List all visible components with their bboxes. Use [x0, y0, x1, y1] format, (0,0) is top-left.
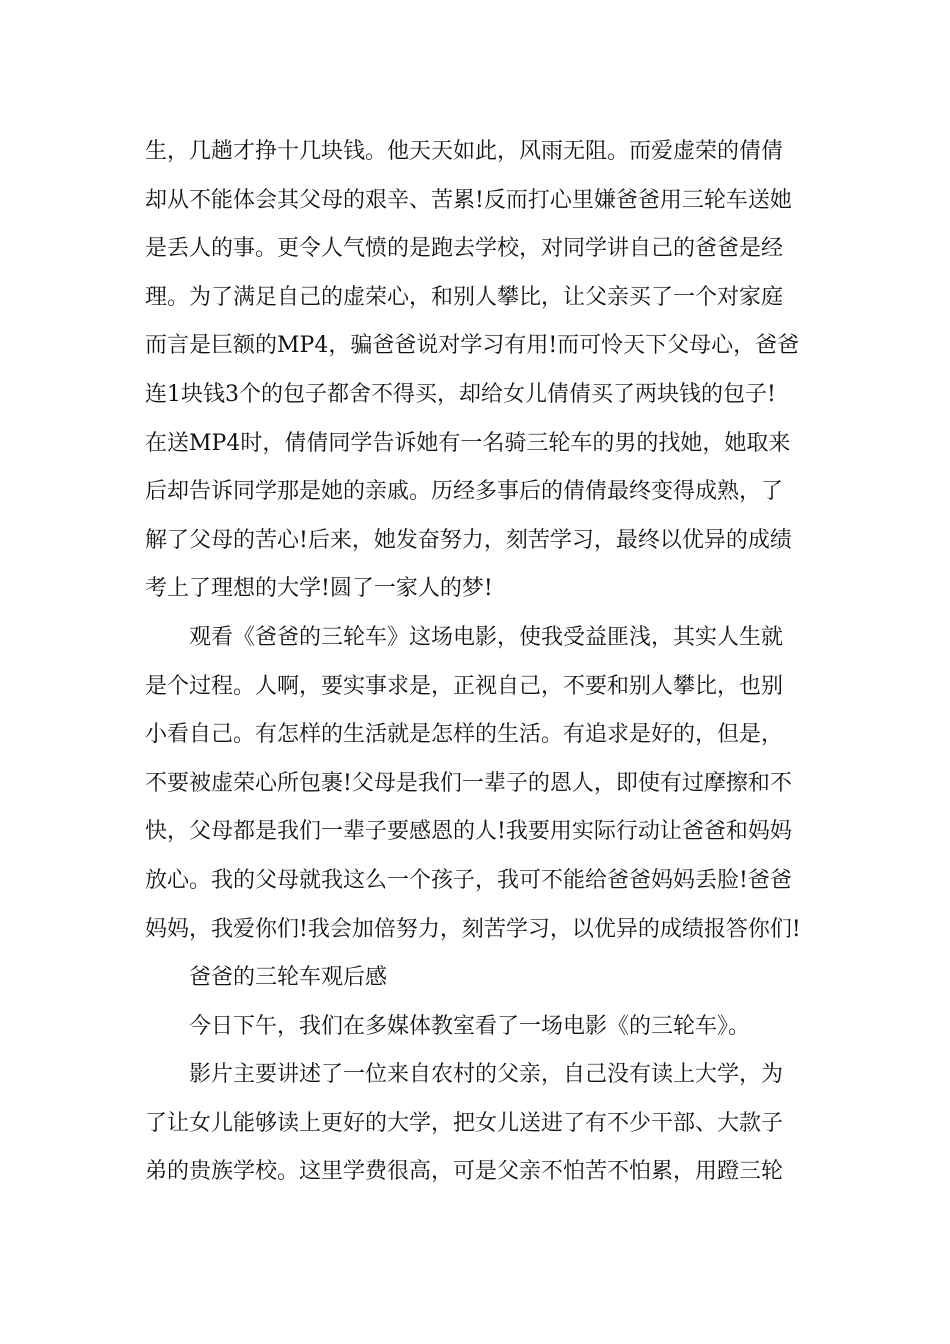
- text-line: 理。为了满足自己的虚荣心，和别人攀比，让父亲买了一个对家庭: [145, 284, 784, 310]
- text-line: 解了父母的苦心!后来，她发奋努力，刻苦学习，最终以优异的成绩: [145, 527, 792, 553]
- text-line: 生，几趟才挣十几块钱。他天天如此，风雨无阻。而爱虚荣的倩倩: [145, 139, 784, 164]
- text-line: 是个过程。人啊，要实事求是，正视自己，不要和别人攀比，也别: [145, 673, 784, 699]
- text-line: 考上了理想的大学!圆了一家人的梦!: [145, 576, 493, 602]
- text-line: 观看《爸爸的三轮车》这场电影，使我受益匪浅，其实人生就: [145, 624, 784, 650]
- paragraph: [145, 614, 825, 954]
- document-body: [145, 128, 825, 1197]
- text-line: 妈妈，我爱你们!我会加倍努力，刻苦学习，以优异的成绩报答你们!: [145, 916, 801, 942]
- paragraph: [145, 1003, 825, 1052]
- text-line: 影片主要讲述了一位来自农村的父亲，自己没有读上大学，为: [145, 1062, 784, 1088]
- text-line: 连1块钱3个的包子都舍不得买，却给女儿倩倩买了两块钱的包子!: [145, 381, 776, 407]
- text-line: 在送MP4时，倩倩同学告诉她有一名骑三轮车的男的找她，她取来: [145, 430, 791, 456]
- text-line: 小看自己。有怎样的生活就是怎样的生活。有追求是好的，但是，: [145, 722, 784, 748]
- section-heading: [145, 954, 825, 1003]
- text-line: 不要被虚荣心所包裹!父母是我们一辈子的恩人，即使有过摩擦和不: [145, 770, 792, 796]
- text-line: 快，父母都是我们一辈子要感恩的人!我要用实际行动让爸爸和妈妈: [145, 819, 792, 845]
- text-line: 后却告诉同学那是她的亲戚。历经多事后的倩倩最终变得成熟，了: [145, 479, 784, 505]
- text-line: 爸爸的三轮车观后感: [145, 965, 388, 991]
- text-line: 是丢人的事。更令人气愤的是跑去学校，对同学讲自己的爸爸是经: [145, 236, 784, 262]
- text-line: 而言是巨额的MP4，骗爸爸说对学习有用!而可怜天下父母心，爸爸: [145, 333, 800, 359]
- text-line: 弟的贵族学校。这里学费很高，可是父亲不怕苦不怕累，用蹬三轮: [145, 1159, 784, 1185]
- paragraph: [145, 128, 825, 614]
- text-line: 却从不能体会其父母的艰辛、苦累!反而打心里嫌爸爸用三轮车送她: [145, 187, 792, 213]
- text-line: 放心。我的父母就我这么一个孩子，我可不能给爸爸妈妈丢脸!爸爸: [145, 867, 792, 893]
- text-line: 今日下午，我们在多媒体教室看了一场电影《的三轮车》。: [145, 1013, 751, 1039]
- text-line: 了让女儿能够读上更好的大学，把女儿送进了有不少干部、大款子: [145, 1110, 784, 1136]
- paragraph: [145, 1051, 825, 1197]
